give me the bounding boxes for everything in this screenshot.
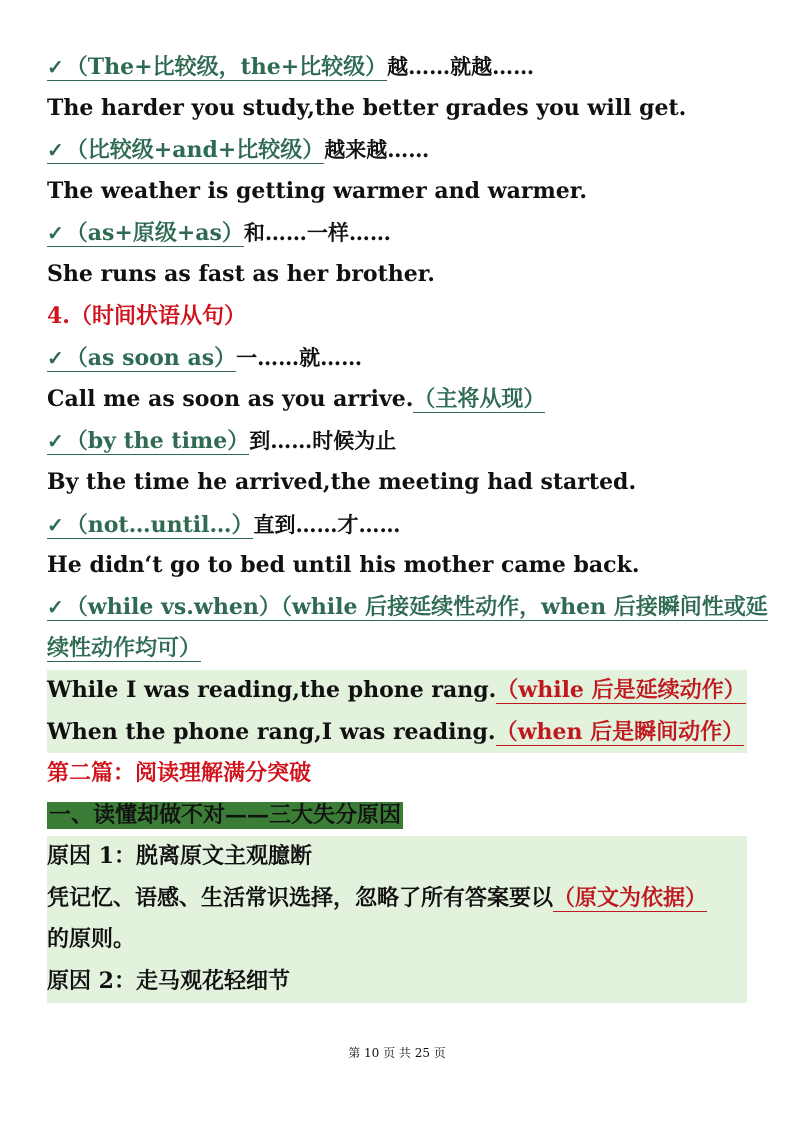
reason-band	[47, 836, 747, 1002]
reason-text-tail: 的原则。	[47, 926, 136, 953]
example-note: （when 后是瞬间动作）	[495, 718, 745, 745]
example-line: The weather is getting warmer and warmer.	[47, 177, 588, 204]
example-text: When the phone rang,I was reading.	[47, 718, 496, 745]
rule-line	[47, 337, 747, 379]
section-title: 一、读懂却做不对——三大失分原因	[49, 801, 402, 828]
rule-meaning: 一……就……	[236, 345, 363, 371]
check-icon: ✓	[47, 346, 64, 371]
example-line: By the time he arrived,the meeting had started.	[47, 468, 637, 495]
rule-meaning: 和……一样……	[243, 220, 391, 246]
reason-title: 原因 2：走马观花轻细节	[47, 968, 290, 995]
section-heading: 4.（时间状语从句）	[47, 302, 246, 329]
rule-tag: ✓（as soon as）	[47, 345, 237, 372]
section-heading	[47, 795, 747, 837]
rule-tag: ✓（by the time）	[47, 428, 250, 455]
rule-note: 续性动作均可）	[47, 635, 202, 662]
reason-text	[47, 878, 747, 920]
rule-note-continued	[47, 628, 747, 670]
example-line: He didn‘t go to bed until his mother came back.	[47, 552, 640, 579]
rule-meaning: 越……就越……	[387, 54, 535, 79]
example-line	[47, 379, 747, 421]
example-line	[47, 670, 747, 712]
check-icon: ✓	[47, 55, 64, 79]
rule-meaning: 越来越……	[324, 137, 430, 163]
example-band	[47, 670, 747, 753]
rule-line	[47, 587, 768, 629]
check-icon: ✓	[47, 512, 64, 537]
example-note: （while 后是延续动作）	[496, 676, 746, 703]
rule-tag: ✓（as+原级+as）	[47, 220, 244, 247]
rule-line	[47, 129, 747, 171]
check-icon: ✓	[47, 221, 64, 246]
check-icon: ✓	[47, 594, 64, 619]
rule-tag: ✓（not…until…）	[47, 511, 254, 538]
reason-key: （原文为依据）	[553, 884, 708, 911]
example-note: （主将从现）	[413, 385, 546, 412]
reason-body: 凭记忆、语感、生活常识选择，忽略了所有答案要以	[47, 884, 554, 911]
check-icon: ✓	[47, 138, 64, 163]
reason-title: 原因 1：脱离原文主观臆断	[47, 843, 312, 870]
rule-line	[47, 212, 747, 254]
example-text: While I was reading,the phone rang.	[47, 676, 497, 703]
example-text: Call me as soon as you arrive.	[47, 385, 414, 412]
rule-tag: ✓（while vs.when）	[47, 593, 281, 620]
rule-meaning: 直到……才……	[253, 511, 401, 537]
rule-tag: ✓（比较级+and+比较级）	[47, 137, 325, 164]
example-line	[47, 712, 747, 754]
page-content	[47, 46, 768, 1003]
part-heading: 第二篇：阅读理解满分突破	[47, 760, 312, 787]
rule-line	[47, 420, 747, 462]
rule-line	[47, 46, 747, 88]
rule-line	[47, 504, 747, 546]
page-footer: 第 10 页 共 25 页	[348, 1046, 446, 1060]
rule-tag: ✓（The+比较级，the+比较级）	[47, 54, 388, 80]
example-line: She runs as fast as her brother.	[47, 260, 435, 287]
rule-meaning: 到……时候为止	[249, 428, 397, 454]
check-icon: ✓	[47, 429, 64, 454]
rule-note: （while 后接延续性动作，when 后接瞬间性或延	[280, 593, 768, 620]
example-line: The harder you study,the better grades you will get.	[47, 94, 687, 121]
